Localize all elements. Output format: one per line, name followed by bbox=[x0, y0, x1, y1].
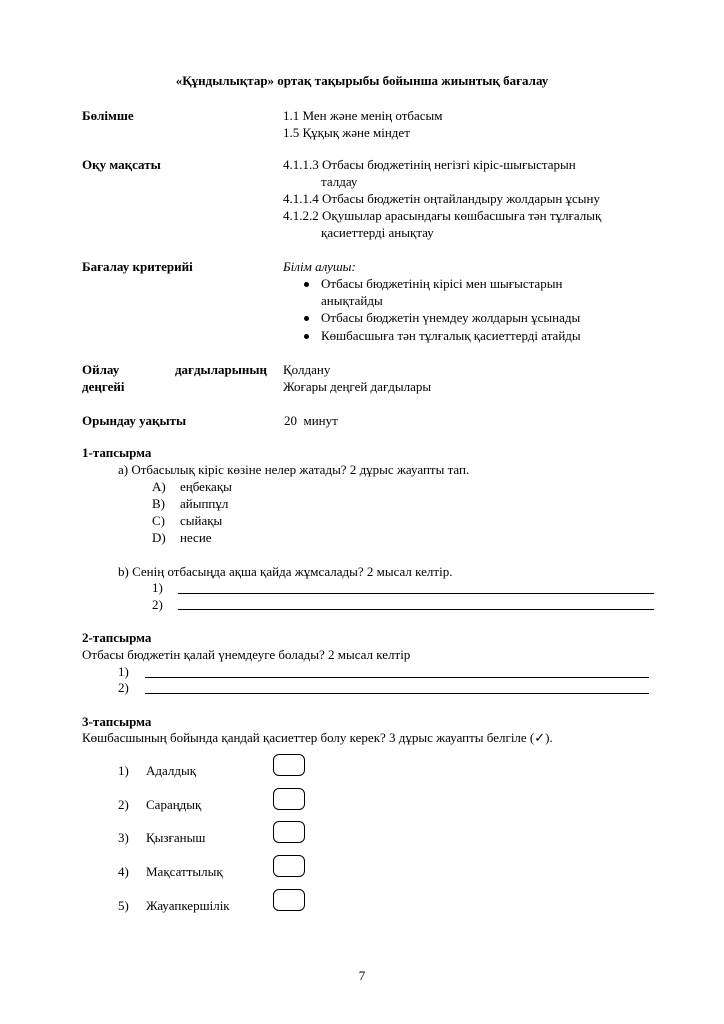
answer-num-1: 1) bbox=[152, 580, 163, 595]
time-value: 20 минут bbox=[284, 413, 338, 428]
item-num-2: 2) bbox=[118, 797, 129, 812]
checkbox-1[interactable] bbox=[273, 754, 305, 776]
checkbox-5[interactable] bbox=[273, 889, 305, 911]
option-letter-c: C) bbox=[152, 513, 165, 528]
criterion-1: Отбасы бюджетінің кірісі мен шығыстарын bbox=[321, 276, 563, 291]
objective-2: 4.1.1.4 Отбасы бюджетін оңтайландыру жолдарын ұсыну bbox=[283, 191, 600, 206]
option-text-c: сыйақы bbox=[180, 513, 223, 528]
objective-3: 4.1.2.2 Оқушылар арасындағы көшбасшыға тән тұлғалық bbox=[283, 208, 602, 223]
option-text-a: еңбекақы bbox=[180, 479, 232, 494]
page-number: 7 bbox=[358, 968, 366, 983]
thinking-value-1: Қолдану bbox=[283, 362, 331, 377]
page-title: «Құндылықтар» ортақ тақырыбы бойынша жиынтық бағалау bbox=[175, 73, 549, 88]
item-text-1: Адалдық bbox=[146, 763, 197, 778]
task2-heading: 2-тапсырма bbox=[82, 630, 152, 645]
time-label: Орындау уақыты bbox=[82, 413, 187, 428]
criterion-3: Көшбасшыға тән тұлғалық қасиеттерді атайды bbox=[321, 328, 581, 343]
bullet-icon bbox=[304, 282, 309, 287]
option-text-d: несие bbox=[180, 530, 212, 545]
thinking-label-line2: деңгейі bbox=[82, 379, 125, 394]
answer-num-2: 2) bbox=[152, 597, 163, 612]
thinking-value-2: Жоғары деңгей дағдылары bbox=[283, 379, 432, 394]
bullet-icon bbox=[304, 334, 309, 339]
section-value-1: 1.1 Мен және менің отбасым bbox=[283, 108, 443, 123]
answer-num-2: 2) bbox=[118, 680, 129, 695]
answer-num-1: 1) bbox=[118, 664, 129, 679]
checkbox-2[interactable] bbox=[273, 788, 305, 810]
objectives-label: Оқу мақсаты bbox=[82, 157, 161, 172]
answer-line-2[interactable] bbox=[178, 609, 654, 610]
task1-heading: 1-тапсырма bbox=[82, 445, 152, 460]
item-text-3: Қызғаныш bbox=[146, 830, 206, 845]
objective-3-cont: қасиеттерді анықтау bbox=[321, 225, 434, 240]
objective-1: 4.1.1.3 Отбасы бюджетінің негізгі кіріс-шығыстарын bbox=[283, 157, 576, 172]
thinking-label-word2: дағдыларының bbox=[174, 362, 267, 377]
item-num-1: 1) bbox=[118, 763, 129, 778]
bullet-icon bbox=[304, 316, 309, 321]
criterion-2: Отбасы бюджетін үнемдеу жолдарын ұсынады bbox=[321, 310, 581, 325]
task3-heading: 3-тапсырма bbox=[82, 714, 152, 729]
task3-question: Көшбасшының бойында қандай қасиеттер болу керек? 3 дұрыс жауапты белгіле (✓). bbox=[82, 730, 553, 745]
answer-line-1[interactable] bbox=[178, 593, 654, 594]
task1-question-b: b) Сенің отбасыңда ақша қайда жұмсалады? 2 мысал келтір. bbox=[118, 564, 453, 579]
checkbox-4[interactable] bbox=[273, 855, 305, 877]
task2-question: Отбасы бюджетін қалай үнемдеуге болады? 2 мысал келтір bbox=[82, 647, 411, 662]
criterion-1-cont: анықтайды bbox=[321, 293, 383, 308]
thinking-label-word1: Ойлау bbox=[82, 362, 120, 377]
item-text-5: Жауапкершілік bbox=[146, 898, 230, 913]
item-num-4: 4) bbox=[118, 864, 129, 879]
task1-question-a: а) Отбасылық кіріс көзіне нелер жатады? 2 дұрыс жауапты тап. bbox=[118, 462, 470, 477]
answer-line-1[interactable] bbox=[145, 677, 649, 678]
criteria-intro: Білім алушы: bbox=[283, 259, 356, 274]
option-letter-d: D) bbox=[152, 530, 166, 545]
item-num-5: 5) bbox=[118, 898, 129, 913]
item-text-4: Мақсаттылық bbox=[146, 864, 223, 879]
option-letter-a: A) bbox=[152, 479, 166, 494]
option-text-b: айыппұл bbox=[180, 496, 229, 511]
checkbox-3[interactable] bbox=[273, 821, 305, 843]
criteria-label: Бағалау критерийі bbox=[82, 259, 193, 274]
option-letter-b: B) bbox=[152, 496, 165, 511]
objective-1-cont: талдау bbox=[321, 174, 358, 189]
item-text-2: Сараңдық bbox=[146, 797, 202, 812]
item-num-3: 3) bbox=[118, 830, 129, 845]
answer-line-2[interactable] bbox=[145, 693, 649, 694]
section-value-2: 1.5 Құқық және міндет bbox=[283, 125, 410, 140]
section-label: Бөлімше bbox=[82, 108, 134, 123]
